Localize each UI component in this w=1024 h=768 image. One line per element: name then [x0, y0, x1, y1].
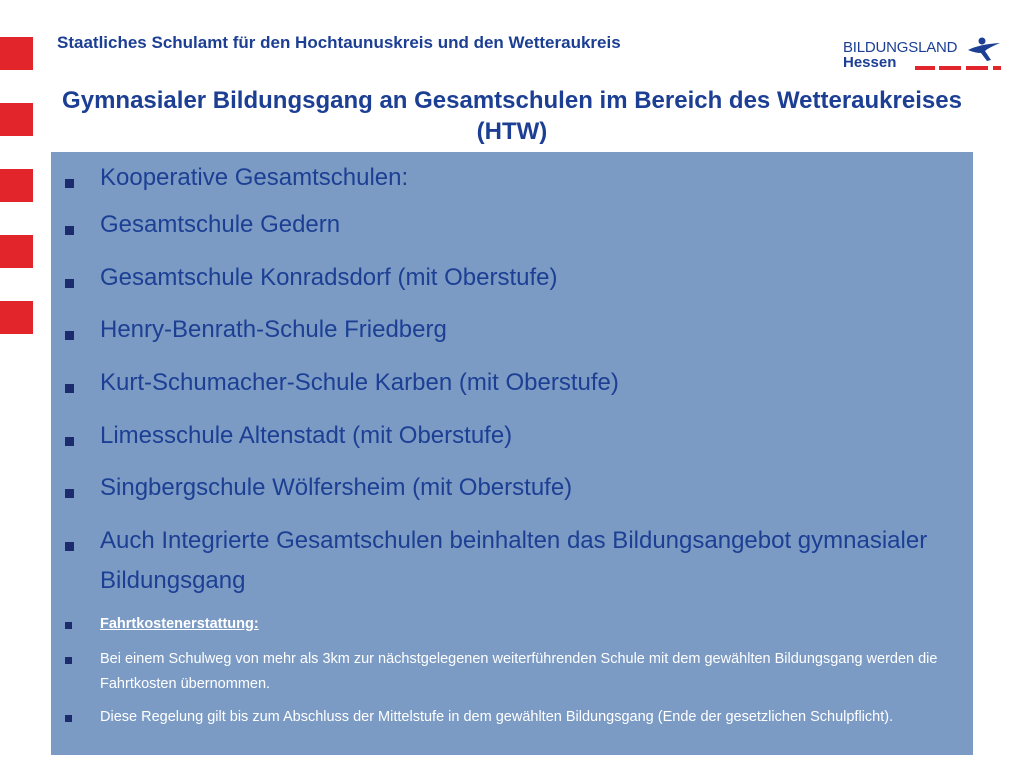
- side-block-3: [0, 169, 33, 202]
- list-item-text: Limesschule Altenstadt (mit Oberstufe): [100, 422, 513, 449]
- logo-line1: BILDUNGSLAND: [843, 39, 958, 56]
- bullet-square-icon: [65, 437, 74, 446]
- side-block-1: [0, 37, 33, 70]
- list-item-text: Singbergschule Wölfersheim (mit Oberstufe): [100, 474, 573, 501]
- bullet-square-icon: [65, 384, 74, 393]
- note-text: Bei einem Schulweg von mehr als 3km zur nächstgelegenen weiterführenden Schule mit dem gewählten Bildungsgang werden die Fahrtkosten übernommen.: [100, 651, 938, 692]
- header-org-name: Staatliches Schulamt für den Hochtaunuskreis und den Wetteraukreis: [57, 33, 621, 52]
- side-block-2: [0, 103, 33, 136]
- bullet-square-icon: [65, 331, 74, 340]
- side-block-5: [0, 301, 33, 334]
- logo-red-bar: [966, 66, 988, 70]
- note-heading: Fahrtkostenerstattung:: [100, 616, 259, 632]
- logo-red-bar: [993, 66, 1001, 70]
- bullet-square-icon: [65, 542, 74, 551]
- list-item-text: Kurt-Schumacher-Schule Karben (mit Oberstufe): [100, 369, 619, 396]
- bullet-square-icon: [65, 179, 74, 188]
- list-item-text: Gesamtschule Gedern: [100, 211, 341, 238]
- list-item-text: Kooperative Gesamtschulen:: [100, 164, 409, 191]
- slide-title: Gymnasialer Bildungsgang an Gesamtschulen im Bereich des Wetteraukreises (HTW): [62, 87, 962, 145]
- bullet-square-icon: [65, 226, 74, 235]
- logo: [843, 36, 1003, 72]
- bullet-square-icon: [65, 622, 72, 629]
- bullet-square-icon: [65, 489, 74, 498]
- list-item-text: Auch Integrierte Gesamtschulen beinhalten das Bildungsangebot gymnasialer Bildungsgang: [100, 527, 928, 594]
- person-leaping-icon: [966, 36, 1002, 66]
- side-block-4: [0, 235, 33, 268]
- logo-line2: Hessen: [843, 54, 897, 71]
- logo-red-bar: [915, 66, 935, 70]
- note-text: Diese Regelung gilt bis zum Abschluss der Mittelstufe in dem gewählten Bildungsgang (Ende der gesetzlichen Schulpflicht).: [100, 709, 894, 725]
- bullet-square-icon: [65, 657, 72, 664]
- bullet-square-icon: [65, 279, 74, 288]
- content-panel: [51, 152, 973, 755]
- list-item-text: Gesamtschule Konradsdorf (mit Oberstufe): [100, 264, 558, 291]
- logo-red-bar: [939, 66, 961, 70]
- bullet-square-icon: [65, 715, 72, 722]
- list-item-text: Henry-Benrath-Schule Friedberg: [100, 316, 447, 343]
